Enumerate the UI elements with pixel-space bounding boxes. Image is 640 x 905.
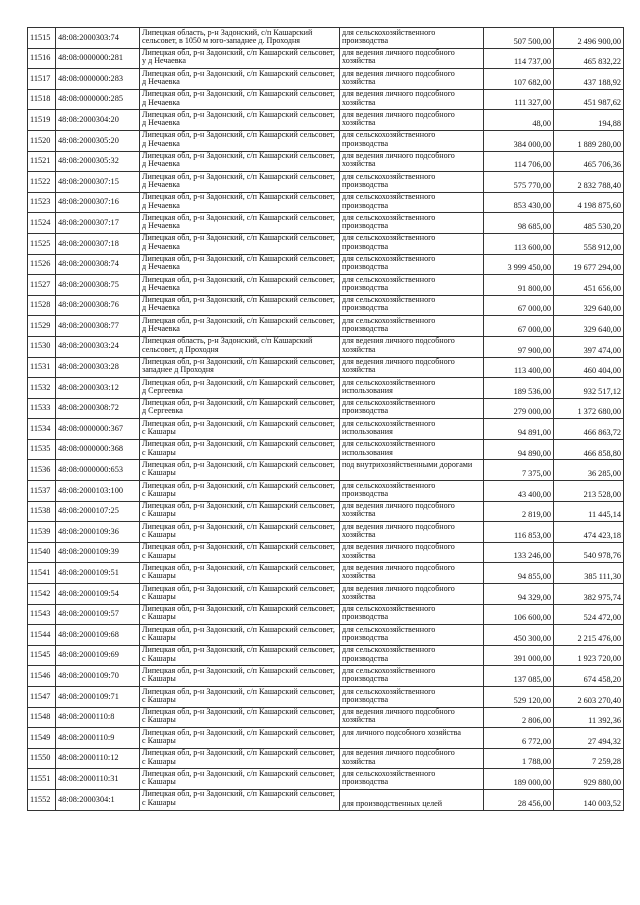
cadastral-number-cell: 48:08:2000303:74: [56, 28, 140, 49]
table-row: [28, 398, 624, 419]
address-cell: Липецкая обл, р-н Задонский, с/п Кашарский сельсовет, с Кашары: [140, 707, 340, 728]
row-number-cell: 11536: [28, 460, 56, 481]
land-use-cell: для ведения личного подсобного хозяйства: [340, 69, 484, 90]
area-cell: 3 999 450,00: [484, 254, 554, 275]
address-cell: Липецкая обл, р-н Задонский, с/п Кашарский сельсовет, д Нечаевка: [140, 316, 340, 337]
row-number-cell: 11539: [28, 522, 56, 543]
area-cell: 2 819,00: [484, 501, 554, 522]
row-number-cell: 11533: [28, 398, 56, 419]
land-use-cell: для сельскохозяйственного производства: [340, 316, 484, 337]
table-row: [28, 666, 624, 687]
area-cell: 107 682,00: [484, 69, 554, 90]
table-row: [28, 748, 624, 769]
cadastral-value-cell: 11 445,14: [554, 501, 624, 522]
cadastral-value-cell: 213 528,00: [554, 481, 624, 502]
address-cell: Липецкая обл, р-н Задонский, с/п Кашарский сельсовет, д Нечаевка: [140, 295, 340, 316]
row-number-cell: 11522: [28, 172, 56, 193]
cadastral-value-cell: 485 530,20: [554, 213, 624, 234]
row-number-cell: 11519: [28, 110, 56, 131]
area-cell: 94 890,00: [484, 439, 554, 460]
area-cell: 137 085,00: [484, 666, 554, 687]
address-cell: Липецкая обл, р-н Задонский, с/п Кашарский сельсовет, д Нечаевка: [140, 192, 340, 213]
area-cell: 28 456,00: [484, 789, 554, 810]
land-use-cell: для ведения личного подсобного хозяйства: [340, 584, 484, 605]
cadastral-value-cell: 2 603 270,40: [554, 687, 624, 708]
row-number-cell: 11529: [28, 316, 56, 337]
cadastral-value-cell: 1 923 720,00: [554, 645, 624, 666]
address-cell: Липецкая обл, р-н Задонский, с/п Кашарский сельсовет, с Кашары: [140, 563, 340, 584]
area-cell: 575 770,00: [484, 172, 554, 193]
table-row: [28, 69, 624, 90]
area-cell: 116 853,00: [484, 522, 554, 543]
cadastral-number-cell: 48:08:2000308:72: [56, 398, 140, 419]
area-cell: 97 900,00: [484, 336, 554, 357]
cadastral-number-cell: 48:08:2000307:18: [56, 233, 140, 254]
address-cell: Липецкая обл, р-н Задонский, с/п Кашарский сельсовет, с Кашары: [140, 687, 340, 708]
row-number-cell: 11550: [28, 748, 56, 769]
area-cell: 94 891,00: [484, 419, 554, 440]
address-cell: Липецкая обл, р-н Задонский, с/п Кашарский сельсовет, д Нечаевка: [140, 233, 340, 254]
area-cell: 279 000,00: [484, 398, 554, 419]
table-row: [28, 213, 624, 234]
cadastral-value-cell: 466 858,80: [554, 439, 624, 460]
row-number-cell: 11535: [28, 439, 56, 460]
area-cell: 6 772,00: [484, 728, 554, 749]
table-row: [28, 89, 624, 110]
table-row: [28, 316, 624, 337]
row-number-cell: 11540: [28, 542, 56, 563]
cadastral-value-cell: 540 978,76: [554, 542, 624, 563]
cadastral-number-cell: 48:08:2000110:12: [56, 748, 140, 769]
row-number-cell: 11517: [28, 69, 56, 90]
table-row: [28, 275, 624, 296]
cadastral-number-cell: 48:08:2000109:39: [56, 542, 140, 563]
area-cell: 450 300,00: [484, 625, 554, 646]
land-use-cell: для ведения личного подсобного хозяйства: [340, 48, 484, 69]
cadastral-value-cell: 1 889 280,00: [554, 130, 624, 151]
cadastral-number-cell: 48:08:2000303:28: [56, 357, 140, 378]
address-cell: Липецкая обл, р-н Задонский, с/п Кашарский сельсовет, с Кашары: [140, 789, 340, 810]
row-number-cell: 11537: [28, 481, 56, 502]
table-row: [28, 151, 624, 172]
area-cell: 384 000,00: [484, 130, 554, 151]
table-row: [28, 645, 624, 666]
table-row: [28, 295, 624, 316]
address-cell: Липецкая обл, р-н Задонский, с/п Кашарский сельсовет, западнее д Проходня: [140, 357, 340, 378]
table-row: [28, 192, 624, 213]
cadastral-value-cell: 11 392,36: [554, 707, 624, 728]
address-cell: Липецкая обл, р-н Задонский, с/п Кашарский сельсовет, д Нечаевка: [140, 151, 340, 172]
area-cell: 67 000,00: [484, 316, 554, 337]
address-cell: Липецкая обл, р-н Задонский, с/п Кашарский сельсовет, д Нечаевка: [140, 213, 340, 234]
land-use-cell: для сельскохозяйственного производства: [340, 687, 484, 708]
cadastral-number-cell: 48:08:2000304:20: [56, 110, 140, 131]
address-cell: Липецкая обл, р-н Задонский, с/п Кашарский сельсовет, д Нечаевка: [140, 89, 340, 110]
land-use-cell: для ведения личного подсобного хозяйства: [340, 336, 484, 357]
cadastral-value-cell: 558 912,00: [554, 233, 624, 254]
row-number-cell: 11524: [28, 213, 56, 234]
row-number-cell: 11547: [28, 687, 56, 708]
land-use-cell: для сельскохозяйственного производства: [340, 233, 484, 254]
row-number-cell: 11542: [28, 584, 56, 605]
land-use-cell: для сельскохозяйственного производства: [340, 254, 484, 275]
land-use-cell: для сельскохозяйственного производства: [340, 28, 484, 49]
table-row: [28, 233, 624, 254]
area-cell: 113 400,00: [484, 357, 554, 378]
address-cell: Липецкая обл, р-н Задонский, с/п Кашарский сельсовет, д Нечаевка: [140, 110, 340, 131]
row-number-cell: 11518: [28, 89, 56, 110]
area-cell: 114 737,00: [484, 48, 554, 69]
address-cell: Липецкая обл, р-н Задонский, с/п Кашарский сельсовет, д Нечаевка: [140, 130, 340, 151]
row-number-cell: 11516: [28, 48, 56, 69]
address-cell: Липецкая обл, р-н Задонский, с/п Кашарский сельсовет, с Кашары: [140, 419, 340, 440]
cadastral-number-cell: 48:08:2000107:25: [56, 501, 140, 522]
area-cell: 94 855,00: [484, 563, 554, 584]
area-cell: 853 430,00: [484, 192, 554, 213]
row-number-cell: 11521: [28, 151, 56, 172]
land-use-cell: для ведения личного подсобного хозяйства: [340, 110, 484, 131]
area-cell: 94 329,00: [484, 584, 554, 605]
cadastral-value-cell: 329 640,00: [554, 316, 624, 337]
address-cell: Липецкая обл, р-н Задонский, с/п Кашарский сельсовет, с Кашары: [140, 769, 340, 790]
land-use-cell: для сельскохозяйственного использования: [340, 439, 484, 460]
cadastral-number-cell: 48:08:0000000:368: [56, 439, 140, 460]
row-number-cell: 11515: [28, 28, 56, 49]
cadastral-number-cell: 48:08:2000307:16: [56, 192, 140, 213]
cadastral-number-cell: 48:08:2000303:12: [56, 378, 140, 399]
cadastral-value-cell: 329 640,00: [554, 295, 624, 316]
land-use-cell: для ведения личного подсобного хозяйства: [340, 522, 484, 543]
land-use-cell: для сельскохозяйственного производства: [340, 625, 484, 646]
address-cell: Липецкая область, р-н Задонский, с/п Кашарский сельсовет, д Проходня: [140, 336, 340, 357]
land-use-cell: для сельскохозяйственного использования: [340, 378, 484, 399]
address-cell: Липецкая обл, р-н Задонский, с/п Кашарский сельсовет, д Сергеевка: [140, 378, 340, 399]
row-number-cell: 11538: [28, 501, 56, 522]
cadastral-value-cell: 474 423,18: [554, 522, 624, 543]
table-row: [28, 501, 624, 522]
table-row: [28, 48, 624, 69]
cadastral-number-cell: 48:08:2000305:32: [56, 151, 140, 172]
land-use-cell: для ведения личного подсобного хозяйства: [340, 151, 484, 172]
cadastral-number-cell: 48:08:2000110:8: [56, 707, 140, 728]
land-use-cell: для сельскохозяйственного производства: [340, 172, 484, 193]
area-cell: 98 685,00: [484, 213, 554, 234]
land-use-cell: для ведения личного подсобного хозяйства: [340, 707, 484, 728]
cadastral-number-cell: 48:08:2000305:20: [56, 130, 140, 151]
row-number-cell: 11532: [28, 378, 56, 399]
cadastral-number-cell: 48:08:2000303:24: [56, 336, 140, 357]
cadastral-value-cell: 929 880,00: [554, 769, 624, 790]
table-row: [28, 707, 624, 728]
land-use-cell: для сельскохозяйственного производства: [340, 481, 484, 502]
address-cell: Липецкая область, р-н Задонский, с/п Кашарский сельсовет, в 1050 м юго-западнее д. Проходня: [140, 28, 340, 49]
cadastral-number-cell: 48:08:0000000:653: [56, 460, 140, 481]
address-cell: Липецкая обл, р-н Задонский, с/п Кашарский сельсовет, д Сергеевка: [140, 398, 340, 419]
area-cell: 67 000,00: [484, 295, 554, 316]
table-row: [28, 728, 624, 749]
area-cell: 91 800,00: [484, 275, 554, 296]
area-cell: 43 400,00: [484, 481, 554, 502]
row-number-cell: 11551: [28, 769, 56, 790]
table-row: [28, 625, 624, 646]
row-number-cell: 11534: [28, 419, 56, 440]
cadastral-value-cell: 465 706,36: [554, 151, 624, 172]
table-row: [28, 172, 624, 193]
land-use-cell: для сельскохозяйственного производства: [340, 192, 484, 213]
table-row: [28, 687, 624, 708]
cadastral-value-cell: 140 003,52: [554, 789, 624, 810]
cadastral-value-cell: 382 975,74: [554, 584, 624, 605]
address-cell: Липецкая обл, р-н Задонский, с/п Кашарский сельсовет, с Кашары: [140, 625, 340, 646]
cadastral-number-cell: 48:08:2000109:57: [56, 604, 140, 625]
table-row: [28, 789, 624, 810]
land-use-cell: для сельскохозяйственного производства: [340, 275, 484, 296]
table-row: [28, 130, 624, 151]
row-number-cell: 11527: [28, 275, 56, 296]
row-number-cell: 11525: [28, 233, 56, 254]
land-use-cell: для сельскохозяйственного производства: [340, 666, 484, 687]
address-cell: Липецкая обл, р-н Задонский, с/п Кашарский сельсовет, с Кашары: [140, 748, 340, 769]
area-cell: 111 327,00: [484, 89, 554, 110]
cadastral-value-cell: 385 111,30: [554, 563, 624, 584]
cadastral-number-cell: 48:08:2000109:70: [56, 666, 140, 687]
row-number-cell: 11545: [28, 645, 56, 666]
area-cell: 189 536,00: [484, 378, 554, 399]
address-cell: Липецкая обл, р-н Задонский, с/п Кашарский сельсовет, с Кашары: [140, 604, 340, 625]
address-cell: Липецкая обл, р-н Задонский, с/п Кашарский сельсовет, с Кашары: [140, 439, 340, 460]
cadastral-value-cell: 4 198 875,60: [554, 192, 624, 213]
table-row: [28, 460, 624, 481]
address-cell: Липецкая обл, р-н Задонский, с/п Кашарский сельсовет, с Кашары: [140, 522, 340, 543]
cadastral-value-cell: 36 285,00: [554, 460, 624, 481]
table-row: [28, 28, 624, 49]
area-cell: 1 788,00: [484, 748, 554, 769]
table-row: [28, 336, 624, 357]
cadastral-value-cell: 2 215 476,00: [554, 625, 624, 646]
address-cell: Липецкая обл, р-н Задонский, с/п Кашарский сельсовет, д Нечаевка: [140, 254, 340, 275]
row-number-cell: 11528: [28, 295, 56, 316]
address-cell: Липецкая обл, р-н Задонский, с/п Кашарский сельсовет, с Кашары: [140, 460, 340, 481]
area-cell: 133 246,00: [484, 542, 554, 563]
cadastral-value-cell: 1 372 680,00: [554, 398, 624, 419]
row-number-cell: 11544: [28, 625, 56, 646]
area-cell: 529 120,00: [484, 687, 554, 708]
table-row: [28, 604, 624, 625]
land-use-cell: для производственных целей: [340, 789, 484, 810]
land-use-cell: для сельскохозяйственного производства: [340, 130, 484, 151]
cadastral-number-cell: 48:08:2000109:54: [56, 584, 140, 605]
address-cell: Липецкая обл, р-н Задонский, с/п Кашарский сельсовет, с Кашары: [140, 645, 340, 666]
table-row: [28, 254, 624, 275]
address-cell: Липецкая обл, р-н Задонский, с/п Кашарский сельсовет, с Кашары: [140, 542, 340, 563]
cadastral-number-cell: 48:08:0000000:367: [56, 419, 140, 440]
cadastral-number-cell: 48:08:0000000:283: [56, 69, 140, 90]
cadastral-number-cell: 48:08:2000110:31: [56, 769, 140, 790]
land-use-cell: для сельскохозяйственного производства: [340, 398, 484, 419]
cadastral-value-cell: 932 517,12: [554, 378, 624, 399]
cadastral-number-cell: 48:08:2000308:74: [56, 254, 140, 275]
land-use-cell: для личного подсобного хозяйства: [340, 728, 484, 749]
area-cell: 507 500,00: [484, 28, 554, 49]
address-cell: Липецкая обл, р-н Задонский, с/п Кашарский сельсовет, д Нечаевка: [140, 69, 340, 90]
cadastral-value-cell: 2 832 788,40: [554, 172, 624, 193]
land-use-cell: для ведения личного подсобного хозяйства: [340, 89, 484, 110]
row-number-cell: 11552: [28, 789, 56, 810]
address-cell: Липецкая обл, р-н Задонский, с/п Кашарский сельсовет, д Нечаевка: [140, 172, 340, 193]
cadastral-value-cell: 437 188,92: [554, 69, 624, 90]
area-cell: 113 600,00: [484, 233, 554, 254]
cadastral-number-cell: 48:08:0000000:281: [56, 48, 140, 69]
table-row: [28, 419, 624, 440]
land-parcels-table: [27, 27, 624, 811]
cadastral-value-cell: 466 863,72: [554, 419, 624, 440]
land-use-cell: для сельскохозяйственного производства: [340, 213, 484, 234]
cadastral-number-cell: 48:08:2000307:17: [56, 213, 140, 234]
row-number-cell: 11546: [28, 666, 56, 687]
table-row: [28, 584, 624, 605]
cadastral-number-cell: 48:08:2000109:71: [56, 687, 140, 708]
cadastral-number-cell: 48:08:2000109:68: [56, 625, 140, 646]
table-body: [28, 28, 624, 811]
row-number-cell: 11523: [28, 192, 56, 213]
area-cell: 106 600,00: [484, 604, 554, 625]
cadastral-value-cell: 451 656,00: [554, 275, 624, 296]
cadastral-value-cell: 524 472,00: [554, 604, 624, 625]
row-number-cell: 11530: [28, 336, 56, 357]
cadastral-value-cell: 451 987,62: [554, 89, 624, 110]
cadastral-value-cell: 460 404,00: [554, 357, 624, 378]
row-number-cell: 11541: [28, 563, 56, 584]
table-row: [28, 563, 624, 584]
cadastral-number-cell: 48:08:2000110:9: [56, 728, 140, 749]
cadastral-value-cell: 7 259,28: [554, 748, 624, 769]
table-row: [28, 439, 624, 460]
address-cell: Липецкая обл, р-н Задонский, с/п Кашарский сельсовет, с Кашары: [140, 666, 340, 687]
cadastral-number-cell: 48:08:0000000:285: [56, 89, 140, 110]
land-use-cell: под внутрихозяйственными дорогами: [340, 460, 484, 481]
table-row: [28, 542, 624, 563]
area-cell: 391 000,00: [484, 645, 554, 666]
address-cell: Липецкая обл, р-н Задонский, с/п Кашарский сельсовет, с Кашары: [140, 728, 340, 749]
area-cell: 7 375,00: [484, 460, 554, 481]
address-cell: Липецкая обл, р-н Задонский, с/п Кашарский сельсовет, с Кашары: [140, 584, 340, 605]
land-use-cell: для ведения личного подсобного хозяйства: [340, 563, 484, 584]
table-row: [28, 357, 624, 378]
cadastral-value-cell: 465 832,22: [554, 48, 624, 69]
cadastral-number-cell: 48:08:2000308:76: [56, 295, 140, 316]
land-use-cell: для ведения личного подсобного хозяйства: [340, 748, 484, 769]
address-cell: Липецкая обл, р-н Задонский, с/п Кашарский сельсовет, у д Нечаевка: [140, 48, 340, 69]
cadastral-number-cell: 48:08:2000109:36: [56, 522, 140, 543]
cadastral-value-cell: 19 677 294,00: [554, 254, 624, 275]
cadastral-number-cell: 48:08:2000109:69: [56, 645, 140, 666]
land-use-cell: для ведения личного подсобного хозяйства: [340, 501, 484, 522]
table-row: [28, 481, 624, 502]
land-use-cell: для ведения личного подсобного хозяйства: [340, 357, 484, 378]
row-number-cell: 11520: [28, 130, 56, 151]
cadastral-value-cell: 2 496 900,00: [554, 28, 624, 49]
cadastral-number-cell: 48:08:2000103:100: [56, 481, 140, 502]
land-use-cell: для сельскохозяйственного производства: [340, 769, 484, 790]
land-use-cell: для сельскохозяйственного использования: [340, 419, 484, 440]
cadastral-value-cell: 27 494,32: [554, 728, 624, 749]
row-number-cell: 11549: [28, 728, 56, 749]
table-row: [28, 378, 624, 399]
cadastral-number-cell: 48:08:2000109:51: [56, 563, 140, 584]
row-number-cell: 11531: [28, 357, 56, 378]
area-cell: 114 706,00: [484, 151, 554, 172]
cadastral-value-cell: 194,88: [554, 110, 624, 131]
cadastral-number-cell: 48:08:2000307:15: [56, 172, 140, 193]
cadastral-number-cell: 48:08:2000304:1: [56, 789, 140, 810]
land-use-cell: для сельскохозяйственного производства: [340, 604, 484, 625]
address-cell: Липецкая обл, р-н Задонский, с/п Кашарский сельсовет, д Нечаевка: [140, 275, 340, 296]
land-use-cell: для сельскохозяйственного производства: [340, 295, 484, 316]
row-number-cell: 11548: [28, 707, 56, 728]
table-row: [28, 110, 624, 131]
area-cell: 189 000,00: [484, 769, 554, 790]
table-row: [28, 769, 624, 790]
row-number-cell: 11543: [28, 604, 56, 625]
land-use-cell: для ведения личного подсобного хозяйства: [340, 542, 484, 563]
land-use-cell: для сельскохозяйственного производства: [340, 645, 484, 666]
area-cell: 2 806,00: [484, 707, 554, 728]
area-cell: 48,00: [484, 110, 554, 131]
row-number-cell: 11526: [28, 254, 56, 275]
cadastral-value-cell: 674 458,20: [554, 666, 624, 687]
cadastral-number-cell: 48:08:2000308:77: [56, 316, 140, 337]
address-cell: Липецкая обл, р-н Задонский, с/п Кашарский сельсовет, с Кашары: [140, 501, 340, 522]
cadastral-value-cell: 397 474,00: [554, 336, 624, 357]
cadastral-number-cell: 48:08:2000308:75: [56, 275, 140, 296]
address-cell: Липецкая обл, р-н Задонский, с/п Кашарский сельсовет, с Кашары: [140, 481, 340, 502]
table-row: [28, 522, 624, 543]
